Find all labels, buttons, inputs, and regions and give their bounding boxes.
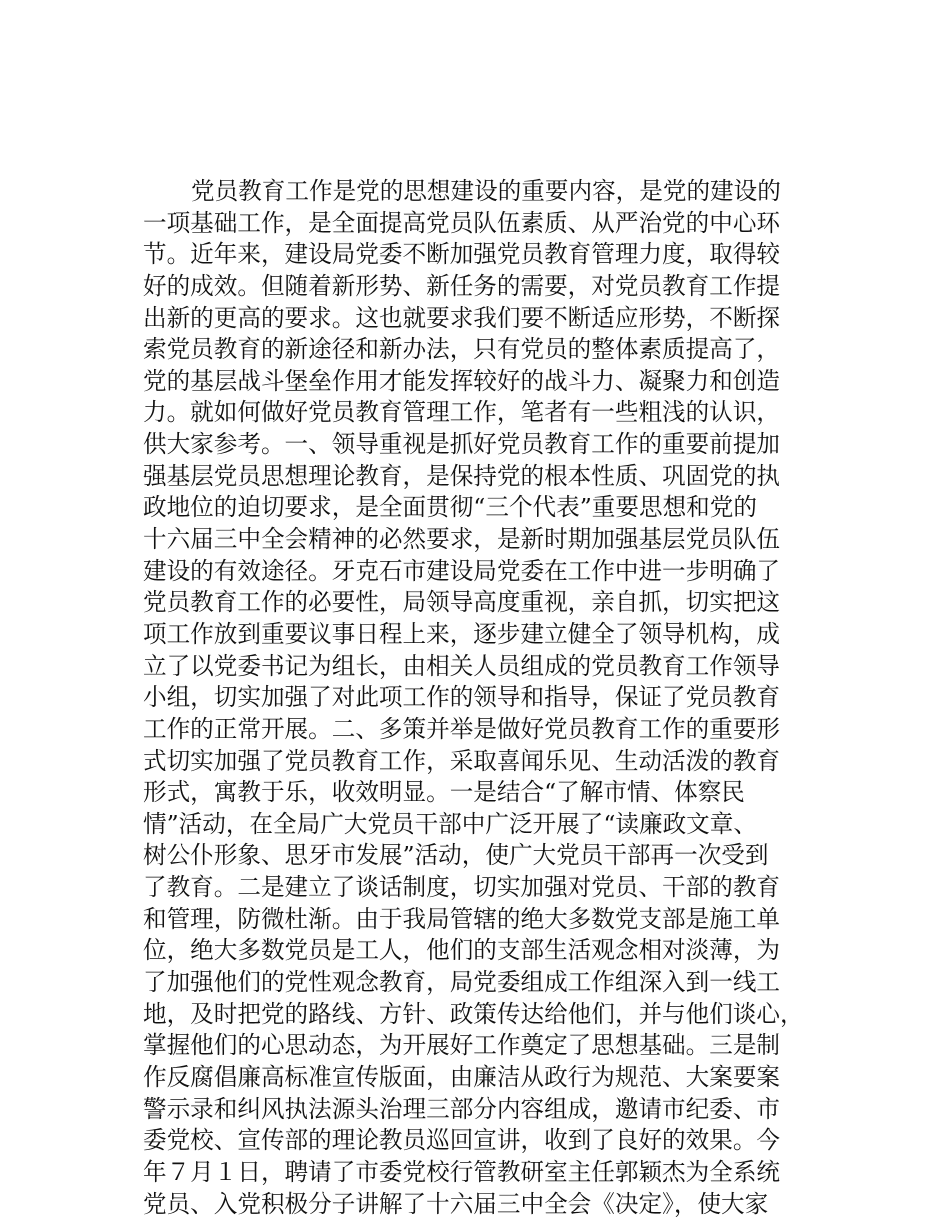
text-line: 建设的有效途径。牙克石市建设局党委在工作中进一步明确了: [143, 556, 781, 585]
text-line: 节。近年来，建设局党委不断加强党员教育管理力度，取得较: [143, 240, 781, 269]
text-line: 立了以党委书记为组长，由相关人员组成的党员教育工作领导: [143, 651, 781, 680]
text-line: 位，绝大多数党员是工人，他们的支部生活观念相对淡薄，为: [143, 936, 781, 965]
text-line: 掌握他们的心思动态，为开展好工作奠定了思想基础。三是制: [143, 1031, 781, 1060]
text-line: 作反腐倡廉高标准宣传版面，由廉洁从政行为规范、大案要案: [143, 1062, 781, 1091]
text-line: 一项基础工作，是全面提高党员队伍素质、从严治党的中心环: [143, 208, 781, 237]
text-line: 和管理，防微杜渐。由于我局管辖的绝大多数党支部是施工单: [143, 904, 781, 933]
text-line: 地，及时把党的路线、方针、政策传达给他们，并与他们谈心，: [143, 999, 804, 1028]
text-line: 小组，切实加强了对此项工作的领导和指导，保证了党员教育: [143, 683, 781, 712]
text-line: 党的基层战斗堡垒作用才能发挥较好的战斗力、凝聚力和创造: [143, 366, 781, 395]
text-line: 强基层党员思想理论教育，是保持党的根本性质、巩固党的执: [143, 461, 781, 490]
text-line: 党员、入党积极分子讲解了十六届三中全会《决定》，使大家: [143, 1189, 769, 1218]
text-line: 力。就如何做好党员教育管理工作，笔者有一些粗浅的认识，: [143, 398, 781, 427]
text-line: 委党校、宣传部的理论教员巡回宣讲，收到了良好的效果。今: [143, 1126, 781, 1155]
text-line: 年７月１日，聘请了市委党校行管教研室主任郭颖杰为全系统: [143, 1157, 781, 1186]
text-line: 警示录和纠风执法源头治理三部分内容组成，邀请市纪委、市: [143, 1094, 781, 1123]
text-line: 党员教育工作是党的思想建设的重要内容，是党的建设的: [191, 177, 781, 205]
text-line: 出新的更高的要求。这也就要求我们要不断适应形势，不断探: [143, 303, 781, 332]
text-line: 十六届三中全会精神的必然要求，是新时期加强基层党员队伍: [143, 525, 781, 554]
text-line: 了加强他们的党性观念教育，局党委组成工作组深入到一线工: [143, 968, 781, 997]
text-line: 好的成效。但随着新形势、新任务的需要，对党员教育工作提: [143, 271, 781, 300]
text-line: 树公仆形象、思牙市发展”活动，使广大党员干部再一次受到: [143, 841, 769, 870]
text-line: 项工作放到重要议事日程上来，逐步建立健全了领导机构，成: [143, 619, 781, 648]
text-line: 政地位的迫切要求，是全面贯彻“三个代表”重要思想和党的: [143, 493, 757, 522]
body-paragraph: [143, 176, 833, 1220]
text-line: 索党员教育的新途径和新办法，只有党员的整体素质提高了，: [143, 335, 781, 364]
text-line: 形式，寓教于乐，收效明显。一是结合“了解市情、体察民: [143, 778, 745, 807]
text-line: 情”活动，在全局广大党员干部中广泛开展了“读廉政文章、: [143, 809, 757, 838]
text-line: 党员教育工作的必要性，局领导高度重视，亲自抓，切实把这: [143, 588, 781, 617]
text-line: 供大家参考。一、领导重视是抓好党员教育工作的重要前提加: [143, 430, 781, 459]
text-line: 工作的正常开展。二、多策并举是做好党员教育工作的重要形: [143, 714, 781, 743]
text-line: 了教育。二是建立了谈话制度，切实加强对党员、干部的教育: [143, 873, 781, 902]
text-line: 式切实加强了党员教育工作，采取喜闻乐见、生动活泼的教育: [143, 746, 781, 775]
